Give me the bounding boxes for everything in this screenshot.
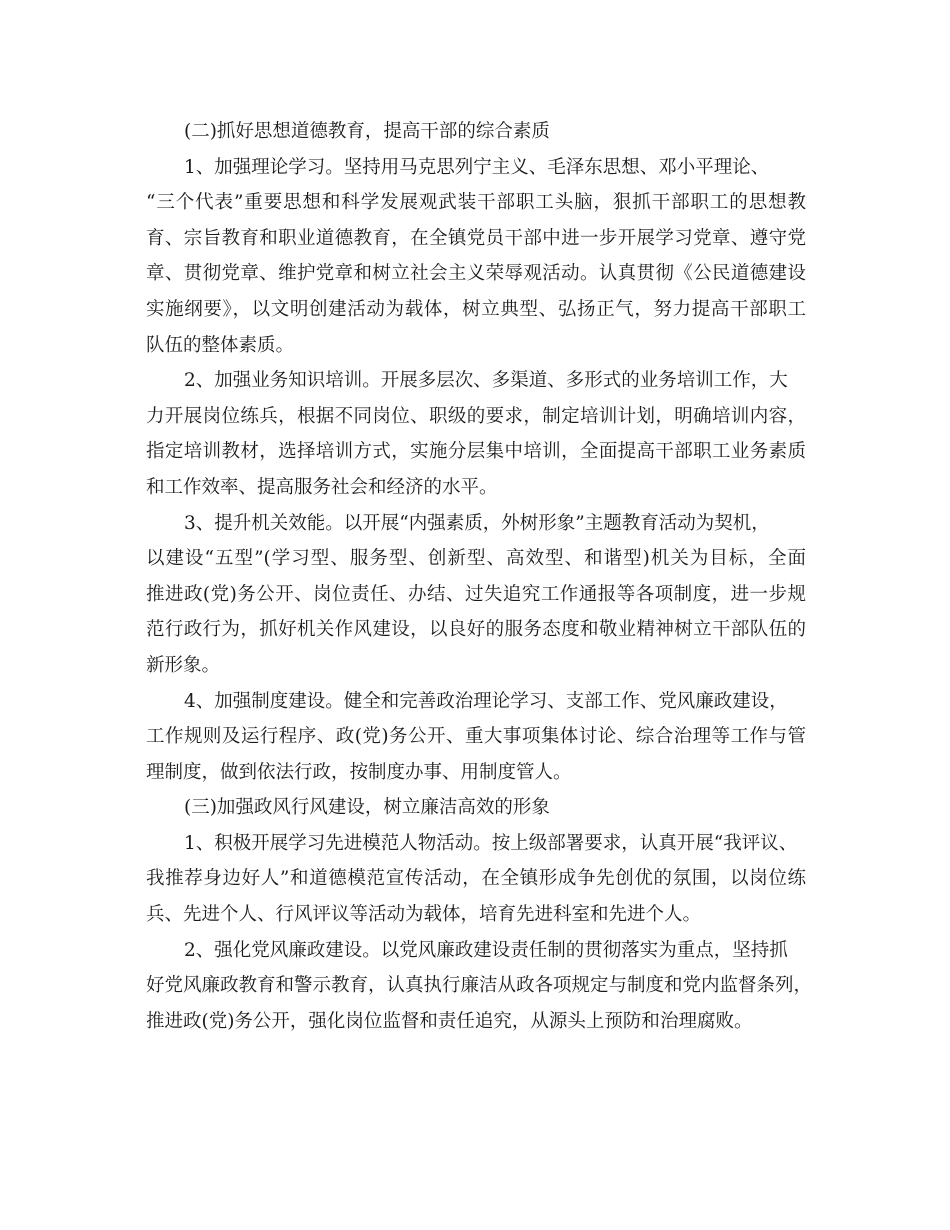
paragraph-line: 以建设“五型”(学习型、服务型、创新型、高效型、和谐型)机关为目标，全面 <box>146 548 806 570</box>
paragraph-line: 范行政行为，抓好机关作风建设，以良好的服务态度和敬业精神树立干部队伍的 <box>146 619 806 641</box>
paragraph-line: “三个代表”重要思想和科学发展观武装干部职工头脑，狠抓干部职工的思想教 <box>146 192 806 214</box>
paragraph-line: 实施纲要》，以文明创建活动为载体，树立典型、弘扬正气，努力提高干部职工 <box>146 298 806 320</box>
paragraph-line: 兵、先进个人、行风评议等活动为载体，培育先进科室和先进个人。 <box>146 904 702 926</box>
paragraph-line: 好党风廉政教育和警示教育，认真执行廉洁从政各项规定与制度和党内监督条列， <box>146 975 813 997</box>
paragraph-line: 力开展岗位练兵，根据不同岗位、职级的要求，制定培训计划，明确培训内容， <box>146 405 806 427</box>
paragraph-line: 和工作效率、提高服务社会和经济的水平。 <box>146 476 498 498</box>
section-heading: (三)加强政风行风建设，树立廉洁高效的形象 <box>184 797 550 819</box>
paragraph-line: 指定培训教材，选择培训方式，实施分层集中培训，全面提高干部职工业务素质 <box>146 441 806 463</box>
paragraph-line: 1、加强理论学习。坚持用马克思列宁主义、毛泽东思想、邓小平理论、 <box>184 156 770 178</box>
paragraph-line: 2、强化党风廉政建设。以党风廉政建设责任制的贯彻落实为重点，坚持抓 <box>184 939 788 961</box>
paragraph-line: 章、贯彻党章、维护党章和树立社会主义荣辱观活动。认真贯彻《公民道德建设 <box>146 263 806 285</box>
paragraph-line: 推进政(党)务公开、岗位责任、办结、过失追究工作通报等各项制度，进一步规 <box>146 583 806 605</box>
paragraph-line: 推进政(党)务公开，强化岗位监督和责任追究，从源头上预防和治理腐败。 <box>146 1010 753 1032</box>
document-body <box>146 114 813 1039</box>
section-heading: (二)抓好思想道德教育，提高干部的综合素质 <box>184 121 550 142</box>
paragraph-line: 1、积极开展学习先进模范人物活动。按上级部署要求，认真开展“我评议、 <box>184 832 798 854</box>
paragraph-line: 育、宗旨教育和职业道德教育，在全镇党员干部中进一步开展学习党章、遵守党 <box>146 227 806 249</box>
paragraph-line: 队伍的整体素质。 <box>146 334 295 356</box>
paragraph-line: 2、加强业务知识培训。开展多层次、多渠道、多形式的业务培训工作，大 <box>184 370 788 392</box>
paragraph-line: 理制度，做到依法行政，按制度办事、用制度管人。 <box>146 761 572 783</box>
paragraph-line: 工作规则及运行程序、政(党)务公开、重大事项集体讨论、综合治理等工作与管 <box>146 726 806 748</box>
paragraph-line: 我推荐身边好人”和道德模范宣传活动，在全镇形成争先创优的氛围，以岗位练 <box>146 868 806 890</box>
paragraph-line: 新形象。 <box>146 654 221 676</box>
paragraph-line: 3、提升机关效能。以开展“内强素质，外树形象”主题教育活动为契机， <box>184 512 770 534</box>
paragraph-line: 4、加强制度建设。健全和完善政治理论学习、支部工作、党风廉政建设， <box>184 690 788 712</box>
